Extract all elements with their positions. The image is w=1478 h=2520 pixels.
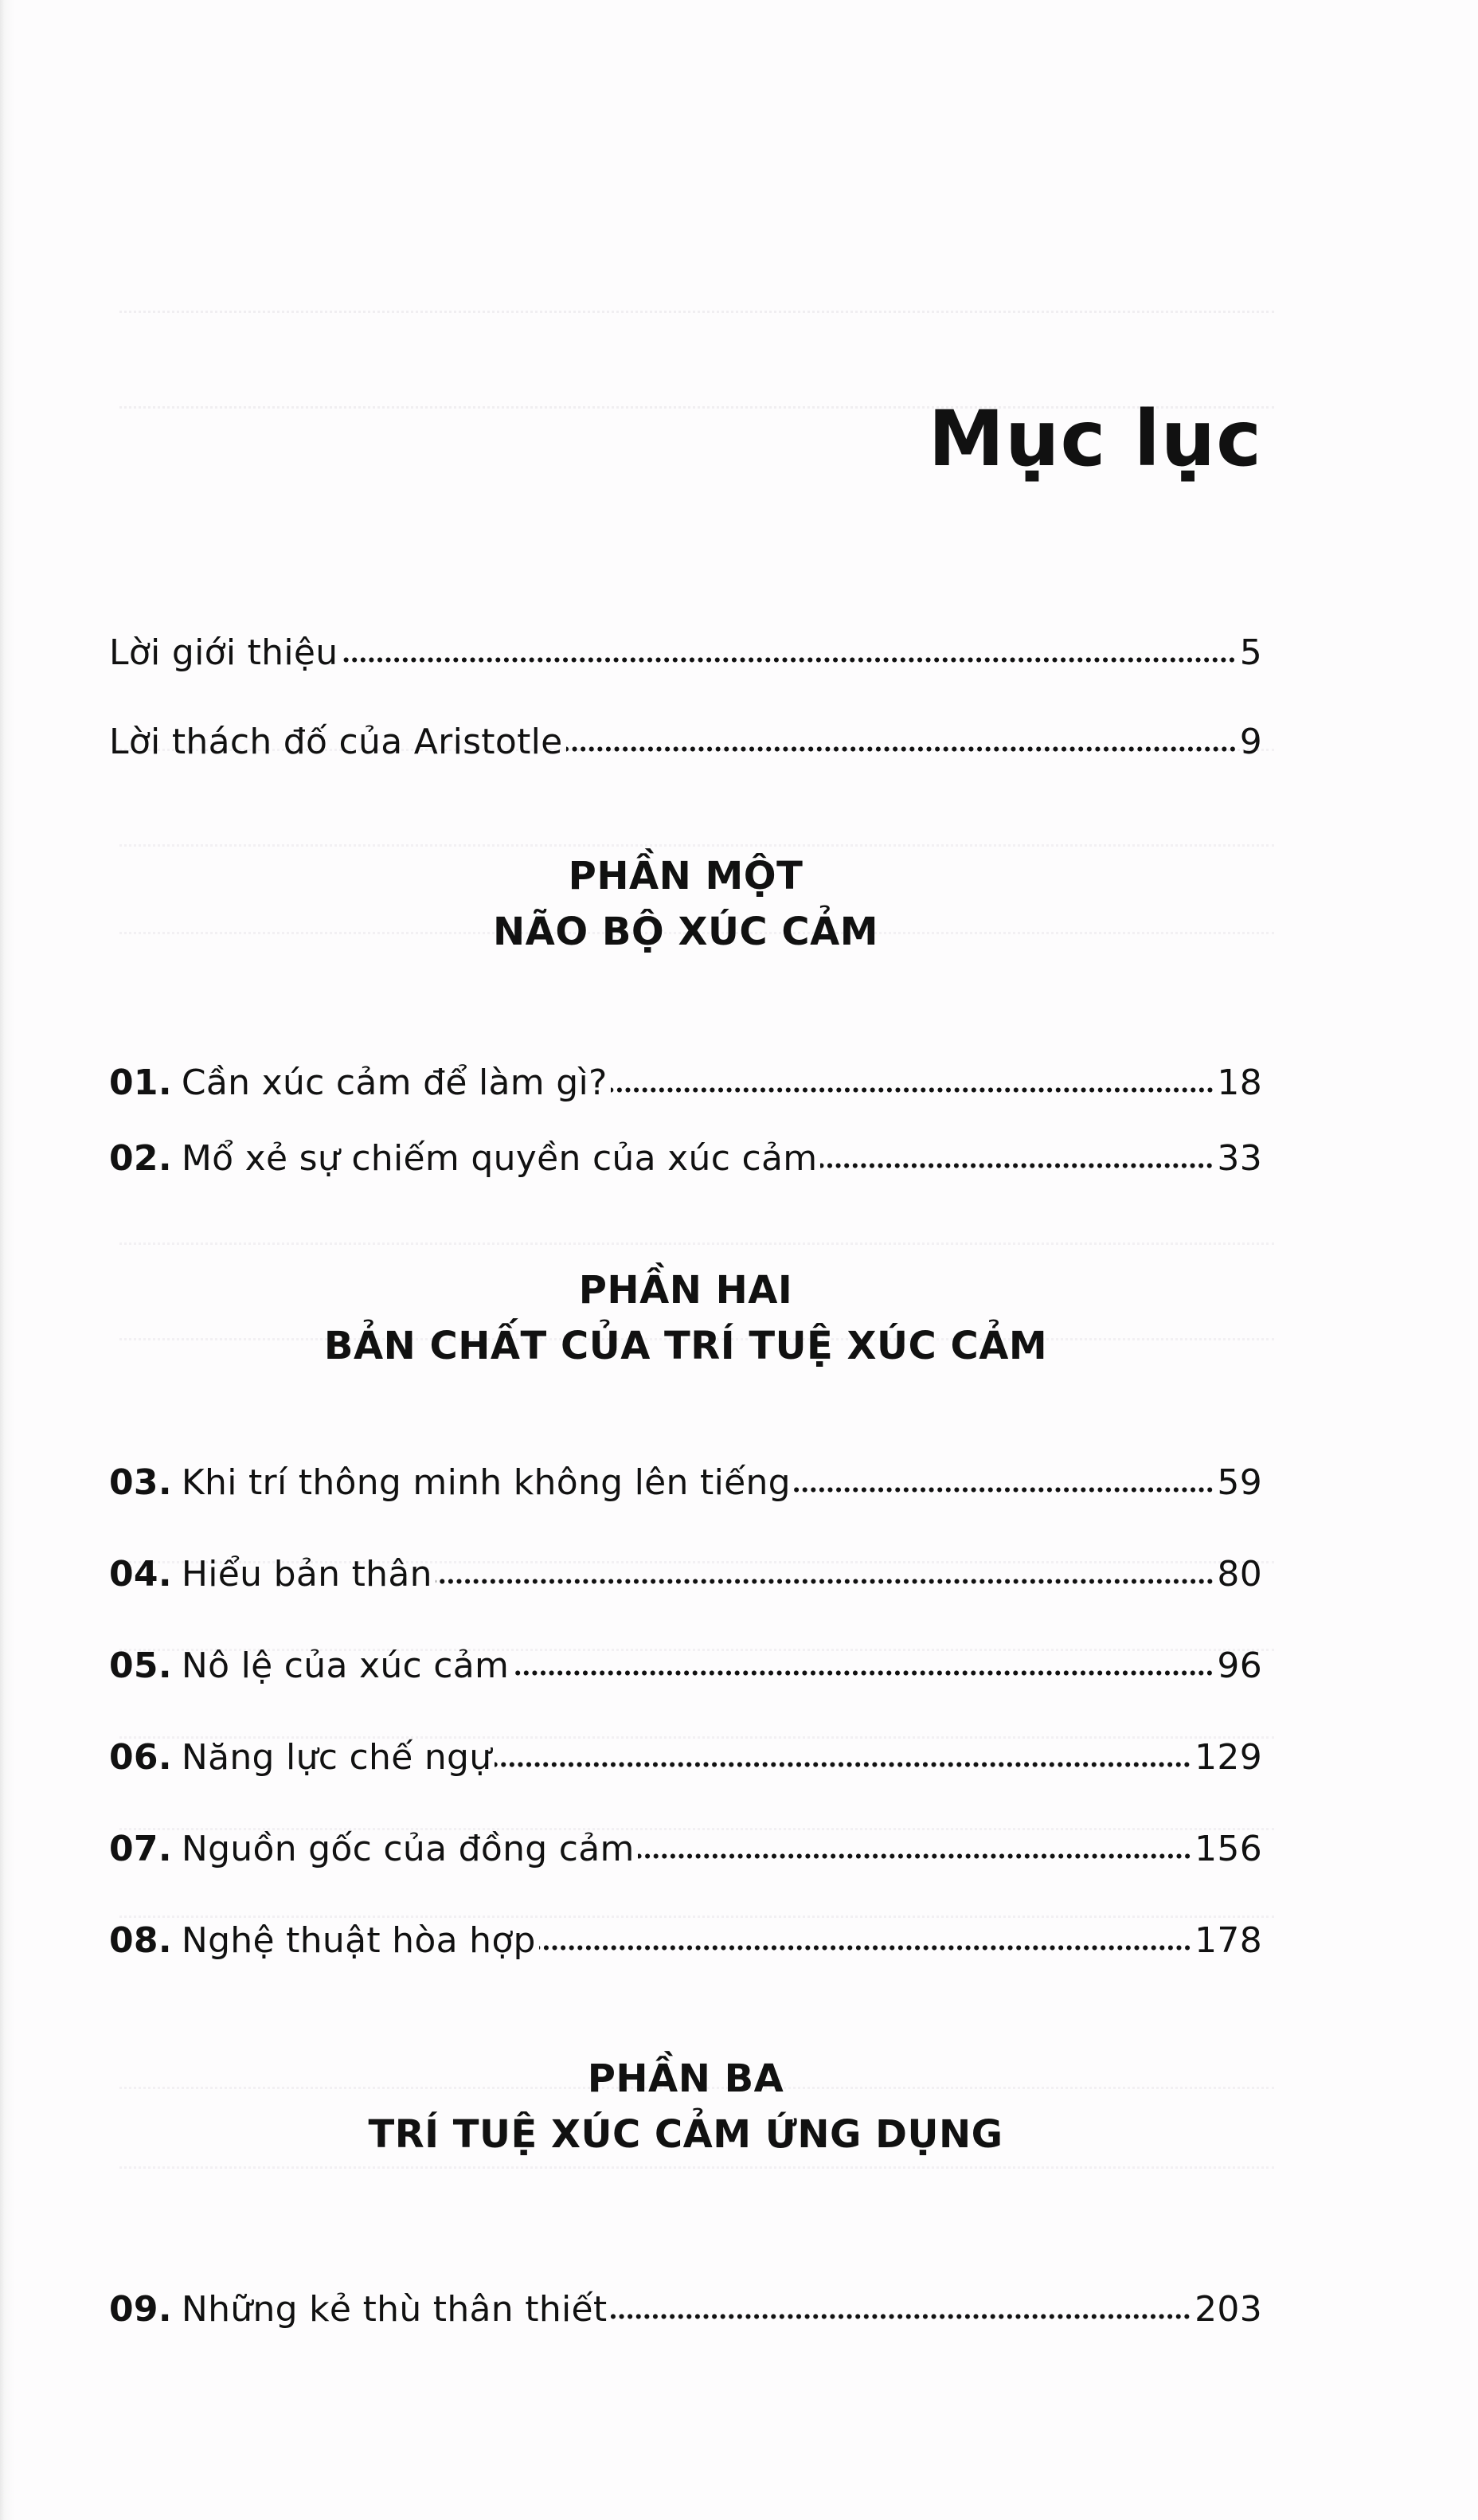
toc-entry-text: Cần xúc cảm để làm gì? [181, 1062, 608, 1103]
dot-leader [794, 1459, 1214, 1494]
toc-entry-text: Lời giới thiệu [109, 632, 338, 673]
part-heading-1 [109, 848, 1262, 960]
dot-leader [341, 629, 1236, 664]
toc-entry-aristotle-challenge[interactable] [109, 718, 1262, 766]
part-heading-2 [109, 1262, 1262, 1374]
dot-leader [820, 1135, 1214, 1170]
dot-leader [638, 1825, 1191, 1861]
chapter-number: 03. [109, 1462, 172, 1503]
toc-entry-chapter-09[interactable] [109, 2286, 1262, 2334]
toc-entry-text: Nô lệ của xúc cảm [181, 1645, 510, 1686]
toc-entry-text: Hiểu bản thân [181, 1554, 432, 1595]
chapter-number: 01. [109, 1062, 172, 1103]
toc-entry-text: Khi trí thông minh không lên tiếng [181, 1462, 791, 1503]
bleed-through-decoration [119, 796, 1274, 847]
part-label: PHẦN HAI [578, 1268, 793, 1313]
part-title: NÃO BỘ XÚC CẢM [493, 910, 878, 954]
toc-entry-text: Lời thách đố của Aristotle [109, 722, 563, 762]
bleed-through-decoration [119, 1688, 1274, 1739]
bleed-through-decoration [119, 1868, 1274, 1918]
bleed-through-decoration [119, 263, 1274, 313]
toc-entry-chapter-02[interactable] [109, 1135, 1262, 1183]
toc-page-number: 33 [1217, 1138, 1262, 1179]
toc-entry-text: Mổ xẻ sự chiếm quyền của xúc cảm [181, 1138, 818, 1179]
chapter-number: 06. [109, 1737, 172, 1778]
dot-leader [495, 1734, 1191, 1769]
chapter-number: 05. [109, 1645, 172, 1686]
toc-entry-chapter-06[interactable] [109, 1734, 1262, 1782]
chapter-number: 04. [109, 1554, 172, 1595]
part-title: BẢN CHẤT CỦA TRÍ TUỆ XÚC CẢM [323, 1324, 1048, 1368]
dot-leader [566, 718, 1237, 753]
toc-entry-introduction[interactable] [109, 629, 1262, 677]
toc-page-number: 18 [1217, 1062, 1262, 1103]
bleed-through-decoration [119, 1780, 1274, 1830]
part-label: PHẦN MỘT [568, 854, 804, 898]
toc-page-number: 59 [1217, 1462, 1262, 1503]
toc-page-number: 80 [1217, 1554, 1262, 1595]
toc-page-number: 203 [1195, 2289, 1262, 2330]
part-title: TRÍ TUỆ XÚC CẢM ỨNG DỤNG [368, 2112, 1003, 2157]
chapter-number: 09. [109, 2289, 172, 2330]
toc-entry-text: Những kẻ thù thân thiết [181, 2289, 608, 2330]
dot-leader [610, 2286, 1191, 2321]
page-title: Mục lục [928, 394, 1262, 483]
toc-page-number: 5 [1239, 632, 1262, 673]
toc-entry-chapter-03[interactable] [109, 1459, 1262, 1507]
bleed-through-decoration [119, 1195, 1274, 1245]
chapter-number: 08. [109, 1920, 172, 1961]
toc-entry-chapter-07[interactable] [109, 1825, 1262, 1873]
chapter-number: 02. [109, 1138, 172, 1179]
dot-leader [436, 1551, 1214, 1586]
dot-leader [611, 1059, 1214, 1094]
part-label: PHẦN BA [587, 2056, 784, 2101]
toc-entry-chapter-04[interactable] [109, 1551, 1262, 1598]
toc-entry-chapter-05[interactable] [109, 1642, 1262, 1690]
dot-leader [539, 1917, 1191, 1952]
toc-entry-text: Năng lực chế ngự [181, 1737, 492, 1778]
toc-entry-chapter-08[interactable] [109, 1917, 1262, 1965]
toc-page-number: 9 [1239, 722, 1262, 762]
chapter-number: 07. [109, 1829, 172, 1869]
dot-leader [512, 1642, 1214, 1677]
toc-page-number: 156 [1195, 1829, 1262, 1869]
toc-entry-chapter-01[interactable] [109, 1059, 1262, 1107]
toc-entry-text: Nguồn gốc của đồng cảm [181, 1829, 635, 1869]
toc-page-number: 96 [1217, 1645, 1262, 1686]
toc-page-number: 178 [1195, 1920, 1262, 1961]
toc-page-number: 129 [1195, 1737, 1262, 1778]
part-heading-3 [109, 2051, 1262, 2162]
toc-entry-text: Nghệ thuật hòa hợp [181, 1920, 536, 1961]
